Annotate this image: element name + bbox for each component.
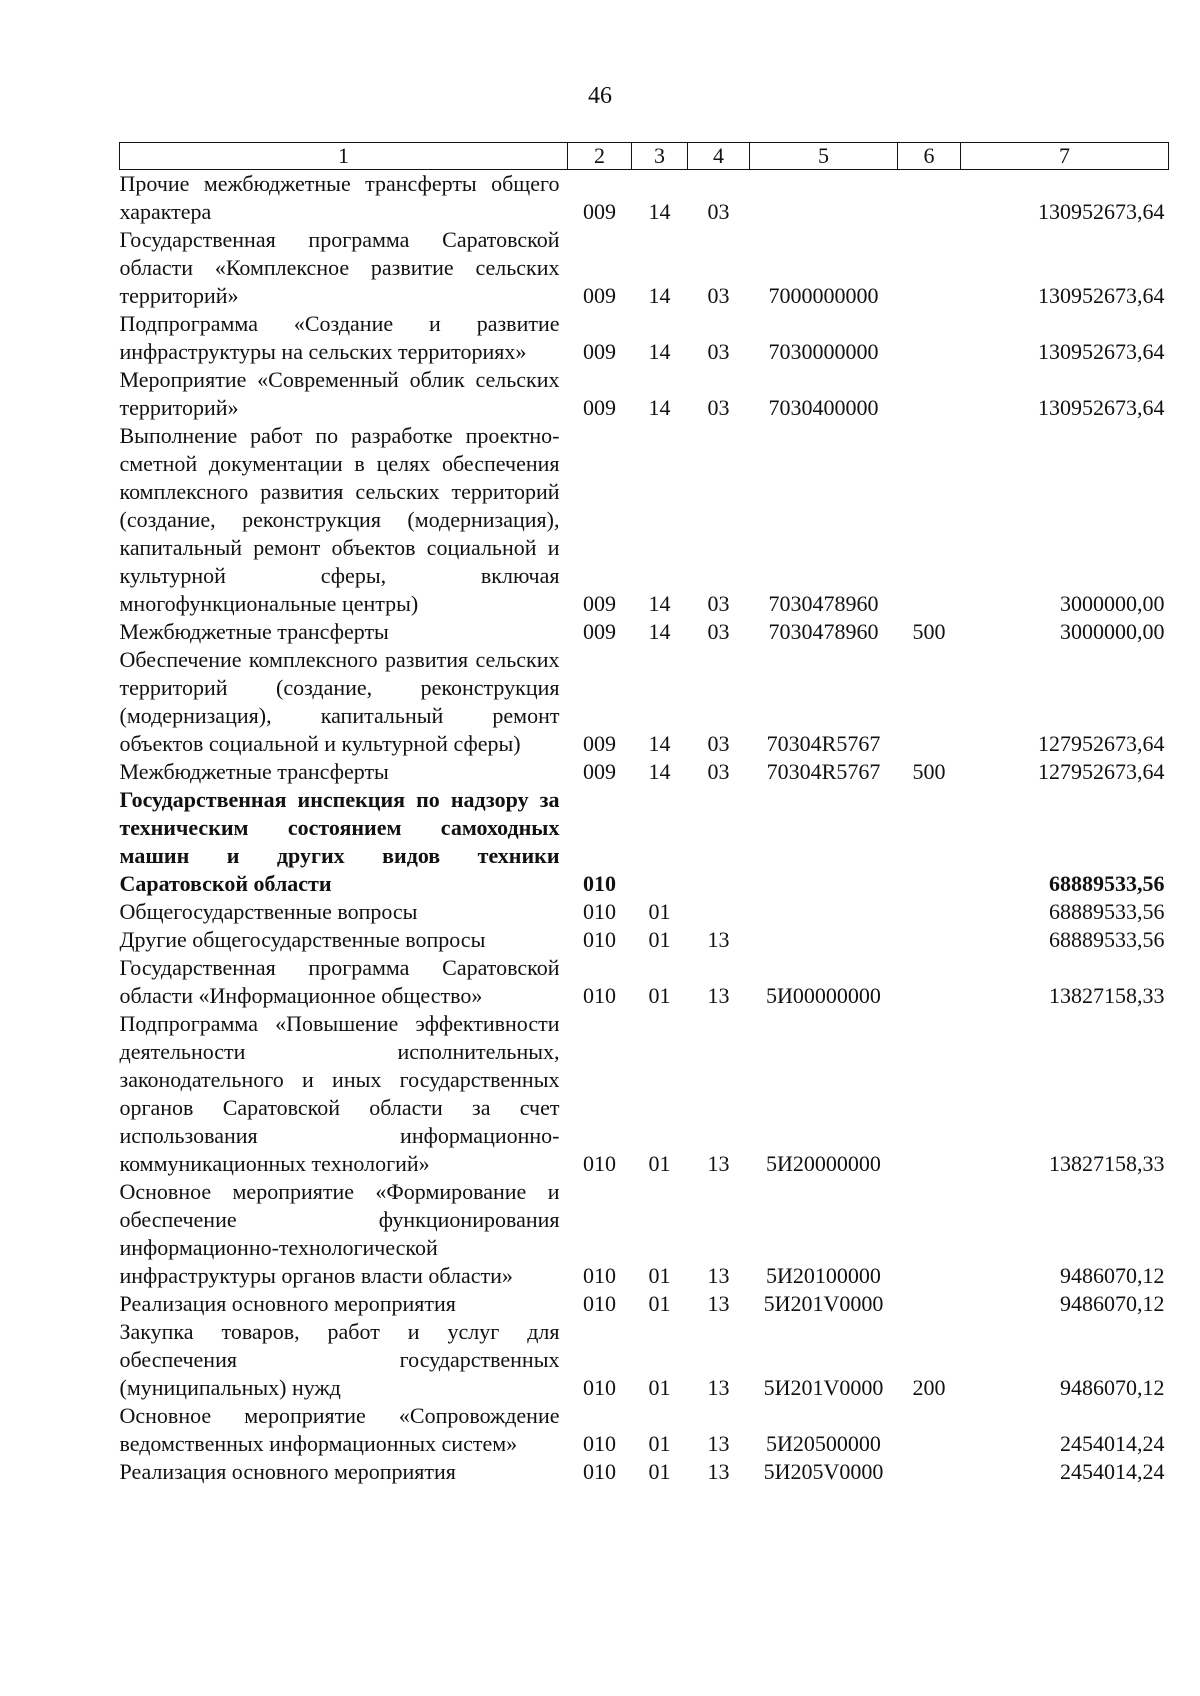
cell-expense-type [898,954,961,1010]
cell-subsection: 13 [707,1151,730,1176]
table-header [120,143,1169,170]
page-number: 46 [588,83,612,109]
cell-target-article: 5И201V0000 [763,1375,884,1400]
row-description: Государственная программа Саратовской области «Информационное общество» [119,955,560,1008]
cell-department-code: 010 [583,1375,616,1400]
table-row [120,926,1169,954]
table-row [120,1318,1169,1402]
cell-department-code: 009 [583,339,616,364]
table-row [120,758,1169,786]
cell-section: 14 [648,619,671,644]
cell-section: 14 [648,199,671,224]
cell-section: 14 [648,759,671,784]
cell-section [632,786,688,898]
cell-expense-type [898,926,961,954]
table-row [120,898,1169,926]
cell-expense-type [898,898,961,926]
cell-subsection: 03 [707,283,730,308]
cell-subsection: 13 [707,1375,730,1400]
cell-target-article: 5И20500000 [766,1431,881,1456]
cell-subsection: 13 [707,1291,730,1316]
cell-department-code: 010 [583,1431,616,1456]
cell-subsection: 13 [707,1459,730,1484]
cell-amount: 127952673,64 [1038,731,1165,756]
cell-expense-type [898,1290,961,1318]
cell-department-code: 010 [583,1459,616,1484]
cell-department-code: 009 [583,283,616,308]
cell-expense-type: 200 [912,1375,946,1400]
cell-department-code: 010 [583,1151,616,1176]
cell-section: 01 [648,927,671,952]
cell-subsection: 13 [707,927,730,952]
cell-amount: 68889533,56 [1049,927,1165,952]
cell-expense-type [898,1458,961,1486]
table-row [120,786,1169,898]
table-row [120,422,1169,618]
cell-expense-type [898,646,961,758]
row-description: Другие общегосударственные вопросы [119,927,486,952]
cell-amount: 130952673,64 [1038,199,1165,224]
row-description: Государственная программа Саратовской области «Комплексное развитие сельских территорий» [119,227,560,308]
cell-department-code: 009 [583,619,616,644]
header-row [120,143,1169,170]
row-description: Межбюджетные трансферты [119,759,389,784]
cell-section: 01 [648,983,671,1008]
cell-section: 14 [648,339,671,364]
cell-expense-type: 500 [912,759,946,784]
column-header: 5 [750,143,898,170]
cell-department-code: 009 [583,591,616,616]
cell-amount: 3000000,00 [1060,619,1165,644]
cell-subsection [688,786,750,898]
cell-expense-type [898,366,961,422]
column-header: 7 [961,143,1169,170]
cell-section: 14 [648,591,671,616]
table-row [120,366,1169,422]
cell-section: 14 [648,395,671,420]
row-description: Основное мероприятие «Сопровождение ведомственных информационных систем» [119,1403,560,1456]
table-row [120,954,1169,1010]
table-row [120,170,1169,227]
cell-section: 14 [648,731,671,756]
cell-amount: 130952673,64 [1038,283,1165,308]
cell-target-article: 7030478960 [768,591,879,616]
row-description: Прочие межбюджетные трансферты общего характера [119,171,560,224]
table-row [120,618,1169,646]
cell-section: 01 [648,1263,671,1288]
table-row [120,226,1169,310]
cell-section: 01 [648,1431,671,1456]
cell-department-code: 010 [583,899,616,924]
cell-target-article: 5И20000000 [766,1151,881,1176]
cell-amount: 9486070,12 [1060,1291,1165,1316]
row-description: Реализация основного мероприятия [119,1291,456,1316]
cell-department-code: 010 [583,983,616,1008]
cell-amount: 3000000,00 [1060,591,1165,616]
row-description: Выполнение работ по разработке проектно-сметной документации в целях обеспечения комплексного развития сельских территорий (создание, реконструкция (модернизация), капитальный ремонт объектов социальной и культурной сферы, включая многофункциональные центры) [119,423,560,616]
cell-target-article: 7000000000 [768,283,879,308]
row-description: Межбюджетные трансферты [119,619,389,644]
cell-department-code: 009 [583,731,616,756]
cell-subsection: 03 [707,591,730,616]
cell-expense-type [898,1178,961,1290]
row-description: Государственная инспекция по надзору за техническим состоянием самоходных машин и других видов техники Саратовской области [119,787,560,896]
cell-expense-type [898,1010,961,1178]
cell-target-article: 70304R5767 [766,759,881,784]
table-row [120,310,1169,366]
cell-target-article: 5И201V0000 [763,1291,884,1316]
cell-amount: 68889533,56 [1049,871,1165,896]
cell-target-article: 7030478960 [768,619,879,644]
cell-target-article [750,898,898,926]
cell-target-article: 7030000000 [768,339,879,364]
table-row [120,1290,1169,1318]
cell-subsection: 13 [707,983,730,1008]
row-description: Подпрограмма «Повышение эффективности деятельности исполнительных, законодательного и иных государственных органов Саратовской области за счет использования информационно-коммуникационных технологий» [119,1011,560,1176]
column-header: 3 [632,143,688,170]
cell-subsection: 03 [707,619,730,644]
cell-department-code: 010 [583,1291,616,1316]
table-row [120,646,1169,758]
row-description: Мероприятие «Современный облик сельских территорий» [119,367,560,420]
cell-amount: 68889533,56 [1049,899,1165,924]
cell-expense-type [898,310,961,366]
table-body [120,170,1169,1487]
row-description: Подпрограмма «Создание и развитие инфраструктуры на сельских территориях» [119,311,560,364]
column-header: 1 [120,143,568,170]
cell-department-code: 010 [583,927,616,952]
cell-target-article [750,786,898,898]
cell-target-article: 5И00000000 [766,983,881,1008]
cell-subsection: 13 [707,1431,730,1456]
table-row [120,1458,1169,1486]
column-header: 2 [568,143,632,170]
cell-expense-type [898,170,961,227]
cell-section: 01 [648,1375,671,1400]
cell-amount: 13827158,33 [1049,983,1165,1008]
cell-subsection: 03 [707,395,730,420]
cell-subsection: 03 [707,339,730,364]
cell-amount: 9486070,12 [1060,1375,1165,1400]
cell-expense-type [898,786,961,898]
cell-expense-type [898,422,961,618]
cell-department-code: 009 [583,395,616,420]
cell-amount: 127952673,64 [1038,759,1165,784]
cell-target-article: 5И20100000 [766,1263,881,1288]
cell-department-code: 009 [583,199,616,224]
cell-subsection: 03 [707,731,730,756]
row-description: Общегосударственные вопросы [119,899,418,924]
table-row [120,1402,1169,1458]
cell-department-code: 010 [583,871,616,896]
cell-target-article: 5И205V0000 [763,1459,884,1484]
cell-section: 01 [648,899,671,924]
cell-subsection: 03 [707,199,730,224]
row-description: Закупка товаров, работ и услуг для обеспечения государственных (муниципальных) нужд [119,1319,560,1400]
cell-amount: 9486070,12 [1060,1263,1165,1288]
cell-amount: 2454014,24 [1060,1431,1165,1456]
row-description: Обеспечение комплексного развития сельских территорий (создание, реконструкция (модернизация), капитальный ремонт объектов социальной и культурной сферы) [119,647,560,756]
cell-target-article: 7030400000 [768,395,879,420]
cell-department-code: 010 [583,1263,616,1288]
cell-department-code: 009 [583,759,616,784]
cell-expense-type [898,226,961,310]
cell-expense-type: 500 [912,619,946,644]
column-header: 6 [898,143,961,170]
cell-subsection [688,898,750,926]
cell-target-article: 70304R5767 [766,731,881,756]
cell-section: 01 [648,1459,671,1484]
cell-amount: 2454014,24 [1060,1459,1165,1484]
row-description: Реализация основного мероприятия [119,1459,456,1484]
cell-amount: 13827158,33 [1049,1151,1165,1176]
column-header: 4 [688,143,750,170]
cell-target-article [750,926,898,954]
cell-section: 01 [648,1291,671,1316]
cell-amount: 130952673,64 [1038,395,1165,420]
budget-table [119,142,1169,1486]
cell-subsection: 03 [707,759,730,784]
cell-expense-type [898,1402,961,1458]
cell-section: 01 [648,1151,671,1176]
cell-subsection: 13 [707,1263,730,1288]
table-row [120,1178,1169,1290]
cell-section: 14 [648,283,671,308]
row-description: Основное мероприятие «Формирование и обеспечение функционирования информационно-технологической инфраструктуры органов власти области» [119,1179,560,1288]
cell-target-article [750,170,898,227]
table-row [120,1010,1169,1178]
cell-amount: 130952673,64 [1038,339,1165,364]
